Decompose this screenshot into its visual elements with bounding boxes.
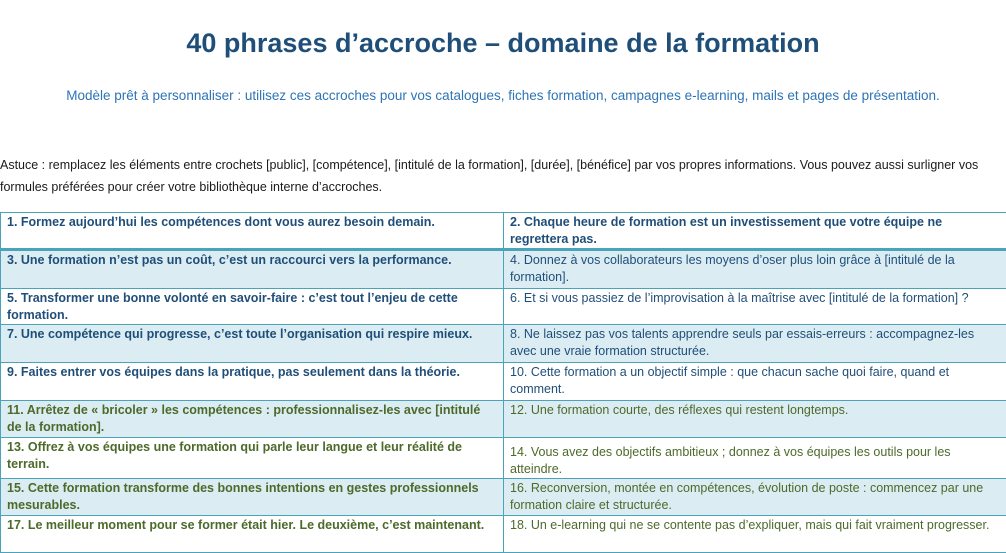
table-row — [1, 479, 1006, 516]
tip-paragraph: Astuce : remplacez les éléments entre crochets [public], [compétence], [intitulé de la formation], [durée], [bénéfice] par vos propres informations. Vous pouvez aussi surligner vos formules préférées pour créer votre bibliothèque interne d’accroches. — [0, 154, 1000, 198]
table-row — [1, 438, 1006, 479]
phrase-cell: 7. Une compétence qui progresse, c’est toute l’organisation qui respire mieux. — [1, 325, 504, 363]
phrase-cell: 16. Reconversion, montée en compétences, évolution de poste : commencez par une formation claire et structurée. — [504, 479, 1006, 516]
phrase-cell: 13. Offrez à vos équipes une formation qui parle leur langue et leur réalité de terrain. — [1, 438, 504, 479]
table-row — [1, 516, 1006, 553]
phrases-table — [0, 212, 1006, 553]
phrase-cell: 12. Une formation courte, des réflexes qui restent longtemps. — [504, 401, 1006, 438]
phrase-cell: 14. Vous avez des objectifs ambitieux ; donnez à vos équipes les outils pour les atteindre. — [504, 438, 1006, 479]
table-row — [1, 363, 1006, 401]
phrase-cell: 8. Ne laissez pas vos talents apprendre seuls par essais-erreurs : accompagnez-les avec une vraie formation structurée. — [504, 325, 1006, 363]
phrase-cell: 10. Cette formation a un objectif simple : que chacun sache quoi faire, quand et comment. — [504, 363, 1006, 401]
table-row — [1, 401, 1006, 438]
page-title: 40 phrases d’accroche – domaine de la formation — [0, 28, 1006, 59]
phrase-cell: 15. Cette formation transforme des bonnes intentions en gestes professionnels mesurables. — [1, 479, 504, 516]
table-row — [1, 325, 1006, 363]
table-row — [1, 213, 1006, 250]
phrase-cell: 2. Chaque heure de formation est un investissement que votre équipe ne regrettera pas. — [504, 213, 1006, 250]
table-row — [1, 289, 1006, 325]
phrase-cell: 9. Faites entrer vos équipes dans la pratique, pas seulement dans la théorie. — [1, 363, 504, 401]
phrase-cell: 17. Le meilleur moment pour se former était hier. Le deuxième, c’est maintenant. — [1, 516, 504, 553]
phrase-cell: 4. Donnez à vos collaborateurs les moyens d’oser plus loin grâce à [intitulé de la formation]. — [504, 250, 1006, 289]
phrase-cell: 11. Arrêtez de « bricoler » les compétences : professionnalisez-les avec [intitulé de la formation]. — [1, 401, 504, 438]
table-row — [1, 250, 1006, 289]
phrase-cell: 6. Et si vous passiez de l’improvisation à la maîtrise avec [intitulé de la formation] ? — [504, 289, 1006, 325]
phrase-cell: 5. Transformer une bonne volonté en savoir-faire : c’est tout l’enjeu de cette formation. — [1, 289, 504, 325]
phrase-cell: 18. Un e-learning qui ne se contente pas d’expliquer, mais qui fait vraiment progresser. — [504, 516, 1006, 553]
phrase-cell: 1. Formez aujourd’hui les compétences dont vous aurez besoin demain. — [1, 213, 504, 250]
phrase-cell: 3. Une formation n’est pas un coût, c’est un raccourci vers la performance. — [1, 250, 504, 289]
page-subtitle: Modèle prêt à personnaliser : utilisez ces accroches pour vos catalogues, fiches formation, campagnes e-learning, mails et pages de présentation. — [0, 88, 1006, 103]
